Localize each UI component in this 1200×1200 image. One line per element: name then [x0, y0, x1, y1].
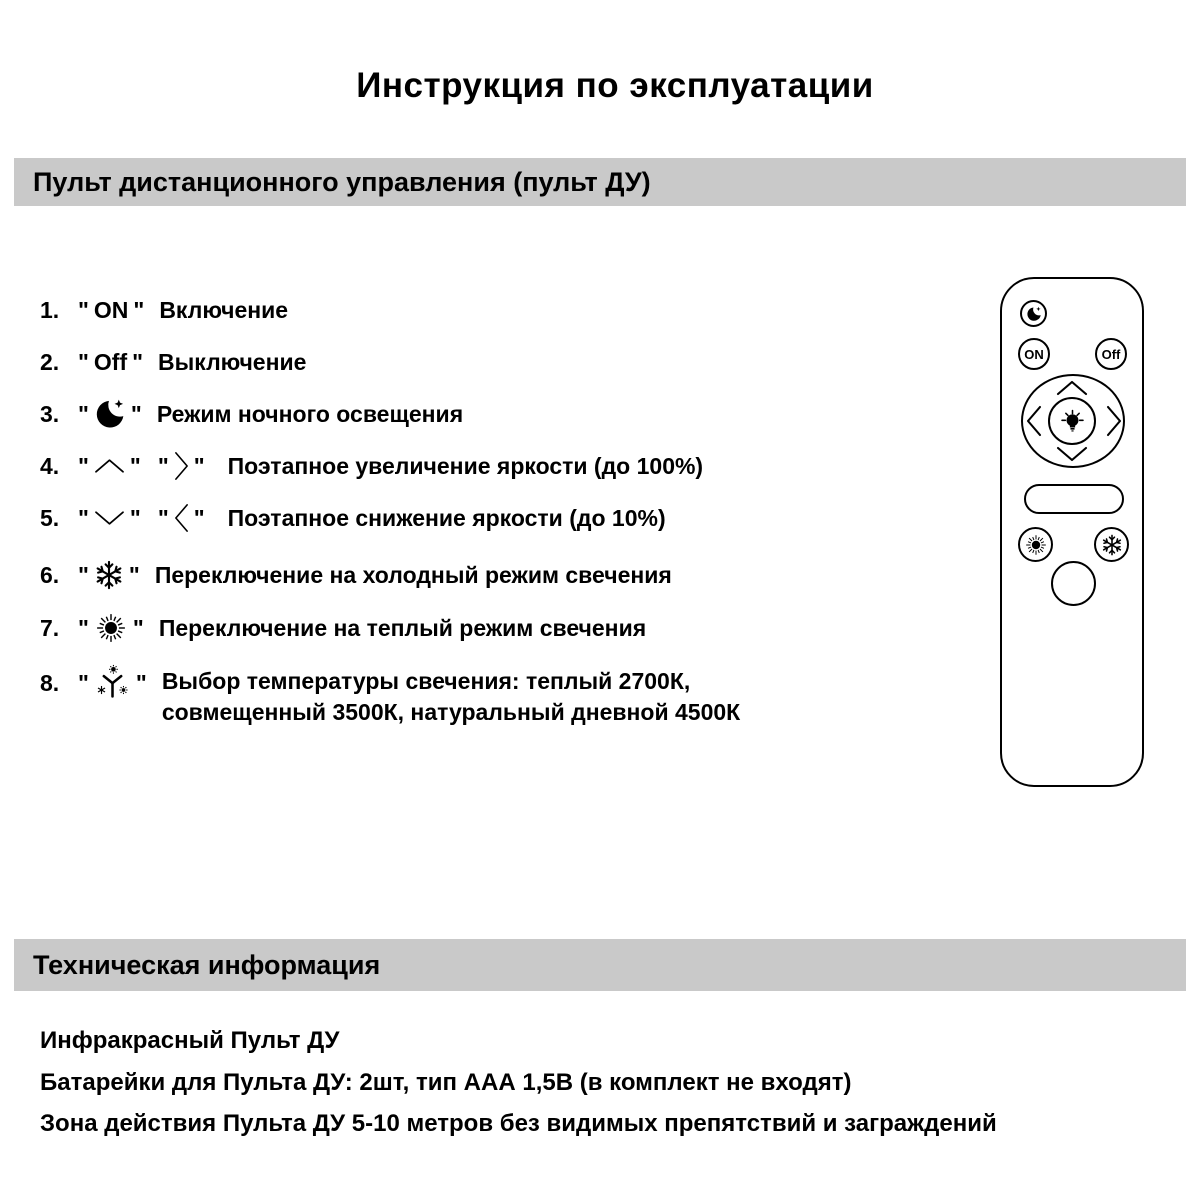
quote-mark: " [157, 504, 169, 531]
quote-mark: " [157, 452, 169, 479]
page-title: Инструкция по эксплуатации [356, 66, 874, 105]
remote-control-illustration [1000, 277, 1144, 787]
warm-mode-button [1018, 527, 1053, 562]
sun-icon [1024, 533, 1048, 557]
item-number: 5. [40, 504, 60, 531]
list-item-3 [40, 396, 463, 432]
off-button-label: Off [1101, 346, 1121, 362]
bulb-icon [1057, 406, 1088, 437]
item-number: 3. [40, 400, 60, 427]
brightness-center-button [1048, 397, 1096, 445]
item-number: 4. [40, 452, 60, 479]
sun-icon [94, 611, 128, 645]
tech-info-line-1: Инфракрасный Пульт ДУ [40, 1027, 340, 1054]
item-number: 1. [40, 296, 60, 323]
quote-mark: " [78, 348, 89, 375]
item-text: Переключение на теплый режим свечения [158, 614, 647, 641]
item-text: Поэтапное снижение яркости (до 10%) [227, 504, 666, 531]
quote-mark: " [128, 561, 140, 588]
chevron-left-icon [1026, 404, 1042, 438]
pill-button [1024, 484, 1124, 514]
round-button [1051, 561, 1096, 606]
section-header-remote [14, 158, 1186, 206]
chevron-right-icon [174, 451, 189, 481]
list-item-1 [40, 292, 288, 328]
list-item-5 [40, 500, 666, 536]
quote-mark: " [78, 504, 89, 531]
quote-mark: " [193, 504, 205, 531]
chevron-right-icon [1106, 404, 1122, 438]
item-number: 2. [40, 348, 60, 375]
quote-mark: " [193, 452, 205, 479]
tech-info-line-3: Зона действия Пульта ДУ 5-10 метров без видимых препятствий и заграждений [40, 1110, 997, 1137]
moon-icon [94, 398, 126, 430]
list-item-7 [40, 610, 646, 646]
item-number: 7. [40, 614, 60, 641]
section-header-tech [14, 939, 1186, 991]
moon-icon [1026, 306, 1042, 322]
section-header-tech-label: Техническая информация [33, 950, 381, 980]
item-number: 8. [40, 670, 60, 696]
on-button-label: ON [1024, 346, 1044, 362]
item-text [162, 666, 740, 728]
quote-mark: " [130, 400, 142, 427]
quote-mark: " [129, 452, 141, 479]
quote-mark: " [78, 670, 89, 696]
quote-mark: " [129, 504, 141, 531]
quote-mark: " [78, 452, 89, 479]
on-button-label: ON [93, 296, 129, 323]
item-text: Выключение [158, 348, 307, 375]
quote-mark: " [132, 614, 144, 641]
chevron-down-icon [94, 510, 125, 526]
quote-mark: " [133, 296, 145, 323]
chevron-up-icon [94, 458, 125, 474]
list-item-2 [40, 344, 306, 380]
item-text-line1: Выбор температуры свечения: теплый 2700К, [161, 668, 691, 694]
list-item-4 [40, 448, 703, 484]
quote-mark: " [78, 400, 89, 427]
chevron-left-icon [174, 503, 189, 533]
list-item-8 [40, 666, 740, 728]
section-header-remote-label: Пульт дистанционного управления (пульт ДУ) [33, 167, 651, 197]
night-mode-button [1020, 300, 1047, 327]
quote-mark: " [132, 348, 144, 375]
tech-info-line-2: Батарейки для Пульта ДУ: 2шт, тип ААА 1,5В (в комплект не входят) [40, 1069, 852, 1096]
on-button [1018, 338, 1050, 370]
snowflake-icon [94, 560, 124, 590]
item-text-line2: совмещенный 3500К, натуральный дневной 4500К [161, 699, 741, 725]
item-text: Режим ночного освещения [156, 400, 464, 427]
item-number: 6. [40, 561, 60, 588]
quote-mark: " [78, 614, 89, 641]
cold-mode-button [1094, 527, 1129, 562]
item-text: Переключение на холодный режим свечения [154, 561, 672, 588]
off-button [1095, 338, 1127, 370]
temperature-select-icon [94, 664, 131, 701]
quote-mark: " [78, 296, 89, 323]
quote-mark: " [78, 561, 89, 588]
item-text: Включение [159, 296, 289, 323]
item-text: Поэтапное увеличение яркости (до 100%) [227, 452, 704, 479]
list-item-6 [40, 557, 672, 593]
snowflake-icon [1101, 534, 1123, 556]
off-button-label: Off [93, 348, 128, 375]
quote-mark: " [135, 670, 147, 696]
chevron-up-icon [1055, 380, 1089, 396]
chevron-down-icon [1055, 446, 1089, 462]
